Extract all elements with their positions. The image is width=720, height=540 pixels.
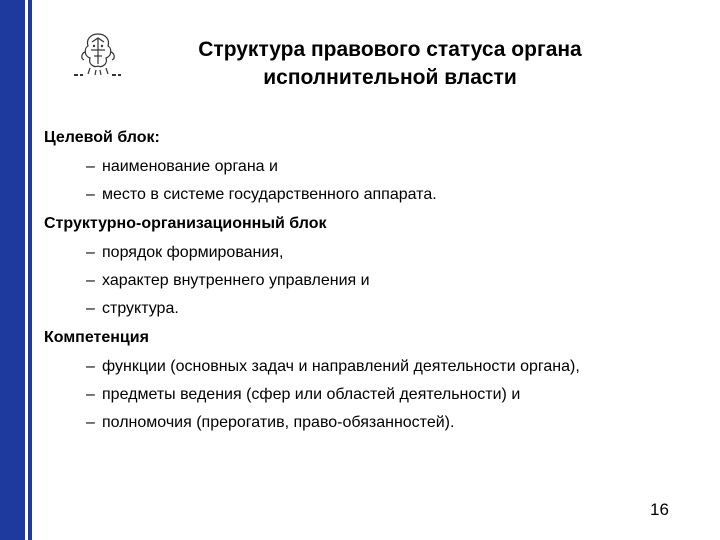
block-heading-target: Целевой блок: bbox=[44, 129, 160, 146]
list-item-text: место в системе государственного аппарата. bbox=[102, 186, 437, 203]
content bbox=[44, 128, 684, 432]
list-item-text: наименование органа и bbox=[102, 158, 278, 175]
list-item-text: предметы ведения (сфер или областей деятельности) и bbox=[102, 386, 521, 403]
list-item bbox=[44, 243, 684, 262]
page-title bbox=[140, 36, 640, 92]
list-item bbox=[44, 185, 684, 204]
list-item-text: структура. bbox=[102, 300, 179, 317]
side-bar-wide bbox=[0, 0, 25, 540]
bullet-dash: – bbox=[86, 300, 95, 317]
side-bar bbox=[0, 0, 34, 540]
list-item bbox=[44, 357, 684, 376]
emblem-icon bbox=[68, 28, 128, 80]
bullet-dash: – bbox=[86, 386, 95, 403]
list-item bbox=[44, 157, 684, 176]
list-item-text: характер внутреннего управления и bbox=[102, 272, 370, 289]
list-item bbox=[44, 299, 684, 318]
side-bar-thin bbox=[28, 0, 32, 540]
page-number: 16 bbox=[650, 500, 669, 519]
list-item-text: полномочия (прерогатив, право-обязанностей). bbox=[102, 414, 455, 431]
list-item bbox=[44, 413, 684, 432]
bullet-dash: – bbox=[86, 414, 95, 431]
title-line-2: исполнительной власти bbox=[263, 66, 517, 89]
list-item bbox=[44, 271, 684, 290]
list-item-text: функции (основных задач и направлений деятельности органа), bbox=[102, 358, 580, 375]
list-item bbox=[44, 385, 684, 404]
bullet-dash: – bbox=[86, 358, 95, 375]
title-line-1: Структура правового статуса органа bbox=[198, 38, 582, 61]
bullet-dash: – bbox=[86, 158, 95, 175]
bullet-dash: – bbox=[86, 272, 95, 289]
block-heading-competence: Компетенция bbox=[44, 329, 149, 346]
list-item-text: порядок формирования, bbox=[102, 244, 284, 261]
bullet-dash: – bbox=[86, 186, 95, 203]
bullet-dash: – bbox=[86, 244, 95, 261]
block-heading-structure: Структурно-организационный блок bbox=[44, 215, 327, 232]
